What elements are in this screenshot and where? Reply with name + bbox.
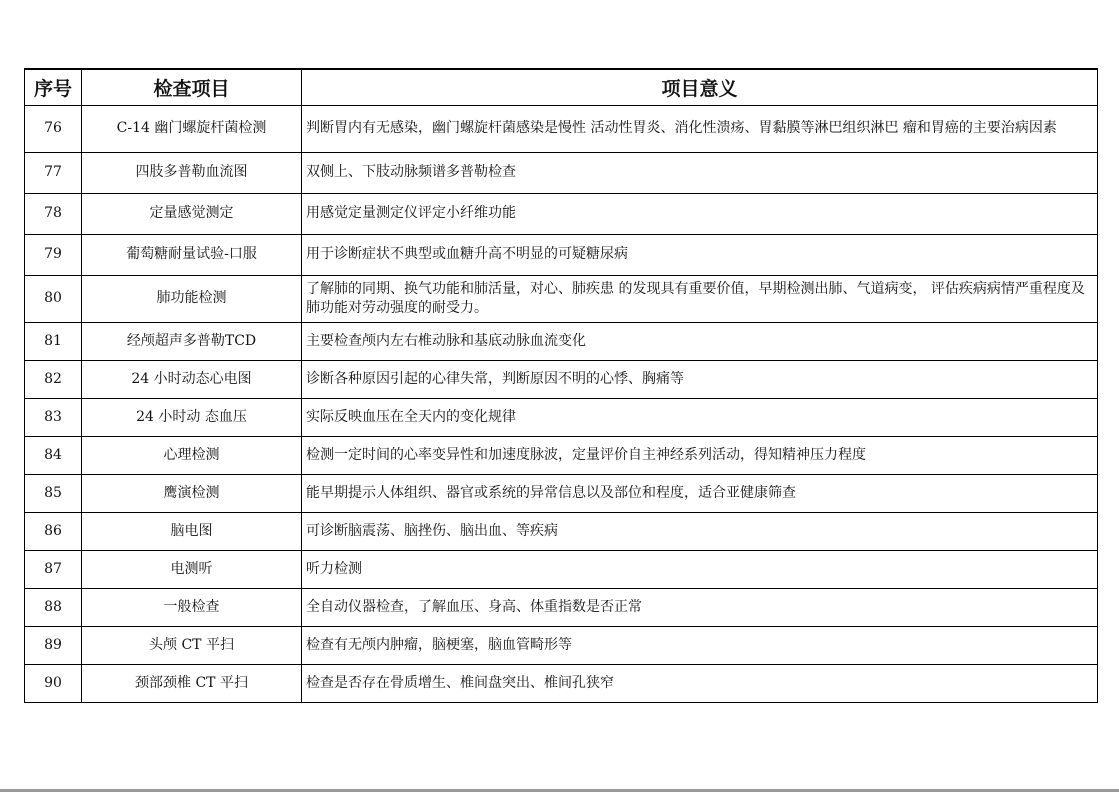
row-number: 82: [25, 360, 82, 398]
table-row: [25, 512, 1098, 550]
row-item: 一般检查: [82, 588, 302, 626]
table-row: [25, 588, 1098, 626]
table-row: [25, 322, 1098, 360]
row-description: 能早期提示人体组织、器官或系统的异常信息以及部位和程度，适合亚健康筛查: [302, 474, 1098, 512]
row-number: 84: [25, 436, 82, 474]
row-number: 80: [25, 275, 82, 322]
row-number: 88: [25, 588, 82, 626]
table-row: [25, 398, 1098, 436]
row-item: 颈部颈椎 CT 平扫: [82, 664, 302, 702]
table-row: [25, 234, 1098, 275]
table-row: [25, 436, 1098, 474]
table-row: [25, 474, 1098, 512]
row-item: C-14 幽门螺旋杆菌检测: [82, 105, 302, 152]
row-item: 葡萄糖耐量试验-口服: [82, 234, 302, 275]
exam-items-table: [24, 68, 1098, 703]
row-description: 用于诊断症状不典型或血糖升高不明显的可疑糖尿病: [302, 234, 1098, 275]
row-number: 76: [25, 105, 82, 152]
row-item: 鹰演检测: [82, 474, 302, 512]
row-number: 85: [25, 474, 82, 512]
row-description: 检查是否存在骨质增生、椎间盘突出、椎间孔狭窄: [302, 664, 1098, 702]
row-description: 了解肺的同期、换气功能和肺活量，对心、肺疾患 的发现具有重要价值，早期检测出肺、气道病变， 评估疾病病情严重程度及肺功能对劳动强度的耐受力。: [302, 275, 1098, 322]
header-exam-item: 检查项目: [82, 69, 302, 105]
row-item: 电测听: [82, 550, 302, 588]
row-description: 全自动仪器检查，了解血压、身高、体重指数是否正常: [302, 588, 1098, 626]
row-description: 可诊断脑震荡、脑挫伤、脑出血、等疾病: [302, 512, 1098, 550]
row-number: 86: [25, 512, 82, 550]
row-item: 脑电图: [82, 512, 302, 550]
table-row: [25, 193, 1098, 234]
row-description: 主要检查颅内左右椎动脉和基底动脉血流变化: [302, 322, 1098, 360]
row-description: 听力检测: [302, 550, 1098, 588]
table-header-row: [25, 69, 1098, 105]
table-row: [25, 105, 1098, 152]
row-number: 87: [25, 550, 82, 588]
row-description: 用感觉定量测定仪评定小纤维功能: [302, 193, 1098, 234]
table-row: [25, 152, 1098, 193]
row-item: 定量感觉测定: [82, 193, 302, 234]
table-row: [25, 626, 1098, 664]
table-row: [25, 550, 1098, 588]
row-number: 81: [25, 322, 82, 360]
table-row: [25, 360, 1098, 398]
row-item: 肺功能检测: [82, 275, 302, 322]
row-item: 24 小时动态心电图: [82, 360, 302, 398]
row-number: 77: [25, 152, 82, 193]
row-number: 83: [25, 398, 82, 436]
row-number: 89: [25, 626, 82, 664]
row-description: 检测一定时间的心率变异性和加速度脉波，定量评价自主神经系列活动，得知精神压力程度: [302, 436, 1098, 474]
row-item: 24 小时动 态血压: [82, 398, 302, 436]
row-description: 实际反映血压在全天内的变化规律: [302, 398, 1098, 436]
row-description: 诊断各种原因引起的心律失常，判断原因不明的心悸、胸痛等: [302, 360, 1098, 398]
row-description: 判断胃内有无感染，幽门螺旋杆菌感染是慢性 活动性胃炎、消化性溃疡、胃黏膜等淋巴组织淋巴 瘤和胃癌的主要治病因素: [302, 105, 1098, 152]
header-serial-number: 序号: [25, 69, 82, 105]
row-item: 经颅超声多普勒TCD: [82, 322, 302, 360]
row-item: 四肢多普勒血流图: [82, 152, 302, 193]
row-number: 78: [25, 193, 82, 234]
table-row: [25, 664, 1098, 702]
row-description: 双侧上、下肢动脉频谱多普勒检查: [302, 152, 1098, 193]
row-number: 79: [25, 234, 82, 275]
table-row: [25, 275, 1098, 322]
row-item: 头颅 CT 平扫: [82, 626, 302, 664]
row-description: 检查有无颅内肿瘤，脑梗塞，脑血管畸形等: [302, 626, 1098, 664]
row-item: 心理检测: [82, 436, 302, 474]
header-item-meaning: 项目意义: [302, 69, 1098, 105]
row-number: 90: [25, 664, 82, 702]
